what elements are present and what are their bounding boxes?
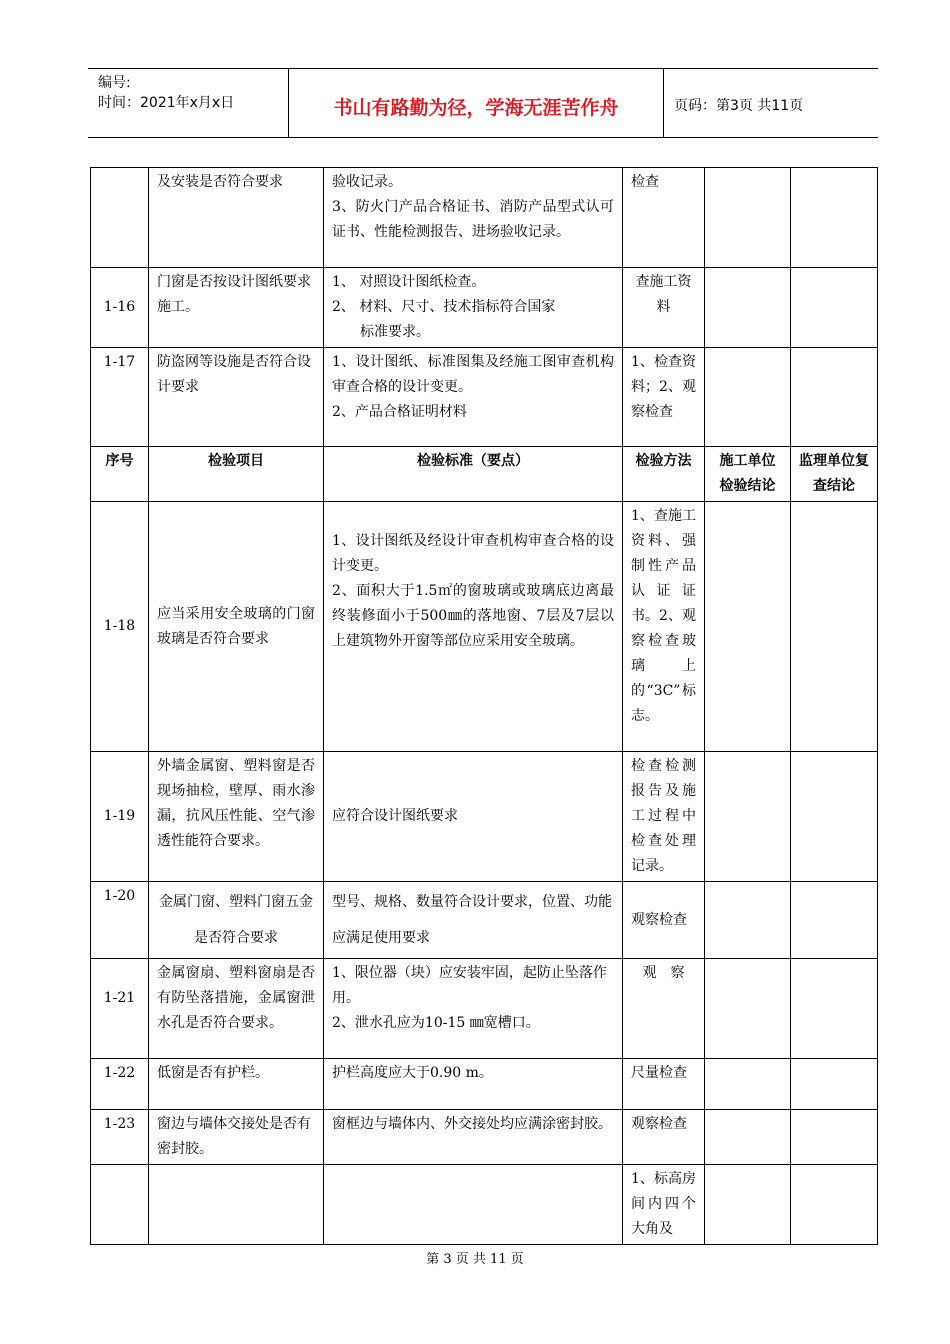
- row-number: 1-21: [91, 959, 149, 1059]
- doc-time-label: 时间：2021年x月x日: [98, 95, 235, 111]
- inspection-method: 观 察: [623, 959, 705, 1059]
- contractor-conclusion: [705, 502, 791, 752]
- inspection-method: 检查检测报告及施工过程中检查处理记录。: [623, 752, 705, 882]
- table-row: [91, 1059, 878, 1110]
- inspection-item: 应当采用安全玻璃的门窗玻璃是否符合要求: [149, 502, 324, 752]
- page-footer: 第 3 页 共 11 页: [426, 1252, 524, 1267]
- row-number: 1-17: [91, 348, 149, 447]
- header-meta: [88, 69, 288, 137]
- doc-number-label: 编号:: [98, 75, 131, 91]
- contractor-conclusion: [705, 168, 791, 268]
- inspection-method: 观察检查: [623, 1110, 705, 1165]
- column-header-contractor: 施工单位检验结论: [705, 447, 791, 502]
- table-row: [91, 348, 878, 447]
- table-row: [91, 959, 878, 1059]
- column-header-supervisor: 监理单位复查结论: [791, 447, 878, 502]
- inspection-standard: 1、设计图纸、标准图集及经施工图审查机构审查合格的设计变更。 2、产品合格证明材料: [324, 348, 623, 447]
- supervisor-conclusion: [791, 752, 878, 882]
- supervisor-conclusion: [791, 1110, 878, 1165]
- inspection-method: 检查: [623, 168, 705, 268]
- inspection-standard: [324, 1165, 623, 1245]
- supervisor-conclusion: [791, 348, 878, 447]
- inspection-item: 金属窗扇、塑料窗扇是否有防坠落措施，金属窗泄水孔是否符合要求。: [149, 959, 324, 1059]
- supervisor-conclusion: [791, 268, 878, 348]
- supervisor-conclusion: [791, 882, 878, 959]
- inspection-standard: 验收记录。 3、防火门产品合格证书、消防产品型式认可证书、性能检测报告、进场验收记录。: [324, 168, 623, 268]
- contractor-conclusion: [705, 268, 791, 348]
- row-number: 1-23: [91, 1110, 149, 1165]
- inspection-method: 观察检查: [623, 882, 705, 959]
- row-number: 1-19: [91, 752, 149, 882]
- inspection-standard: 应符合设计图纸要求: [324, 752, 623, 882]
- row-number: [91, 1165, 149, 1245]
- inspection-method: 尺量检查: [623, 1059, 705, 1110]
- inspection-item: 防盗网等设施是否符合设计要求: [149, 348, 324, 447]
- table-row: [91, 502, 878, 752]
- inspection-item: [149, 1165, 324, 1245]
- inspection-item: 外墙金属窗、塑料窗是否现场抽检，壁厚、雨水渗漏，抗风压性能、空气渗透性能符合要求。: [149, 752, 324, 882]
- table-row: [91, 752, 878, 882]
- contractor-conclusion: [705, 348, 791, 447]
- inspection-standard: 窗框边与墙体内、外交接处均应满涂密封胶。: [324, 1110, 623, 1165]
- contractor-conclusion: [705, 1165, 791, 1245]
- supervisor-conclusion: [791, 959, 878, 1059]
- inspection-method: 1、检查资料；2、观察检查: [623, 348, 705, 447]
- table-row: [91, 1165, 878, 1245]
- supervisor-conclusion: [791, 168, 878, 268]
- row-number: [91, 168, 149, 268]
- table-row: [91, 268, 878, 348]
- supervisor-conclusion: [791, 502, 878, 752]
- inspection-item: 门窗是否按设计图纸要求施工。: [149, 268, 324, 348]
- row-number: 1-20: [91, 882, 149, 959]
- table-row: [91, 1110, 878, 1165]
- header-page-label: 页码：第3页 共11页: [674, 98, 804, 114]
- contractor-conclusion: [705, 882, 791, 959]
- inspection-method: 查施工资 料: [623, 268, 705, 348]
- inspection-standard: 1、设计图纸及经设计审查机构审查合格的设计变更。 2、面积大于1.5㎡的窗玻璃或玻璃底边离最终装修面小于500㎜的落地窗、7层及7层以上建筑物外开窗等部位应采用安全玻璃。: [324, 502, 623, 752]
- inspection-item: 金属门窗、塑料门窗五金是否符合要求: [149, 882, 324, 959]
- header-motto: 书山有路勤为径，学海无涯苦作舟: [288, 69, 664, 137]
- inspection-method: 1、标高房间内四个大角及: [623, 1165, 705, 1245]
- column-header-item: 检验项目: [149, 447, 324, 502]
- row-number: 1-22: [91, 1059, 149, 1110]
- column-header-number: 序号: [91, 447, 149, 502]
- supervisor-conclusion: [791, 1059, 878, 1110]
- contractor-conclusion: [705, 959, 791, 1059]
- contractor-conclusion: [705, 752, 791, 882]
- inspection-standard: 护栏高度应大于0.90 m。: [324, 1059, 623, 1110]
- table-row: [91, 882, 878, 959]
- table-row: [91, 168, 878, 268]
- page-header: [88, 68, 878, 138]
- supervisor-conclusion: [791, 1165, 878, 1245]
- inspection-method: 1、查施工资料、强制性产品认证证书。2、观察检查玻璃上 的“3C”标志。: [623, 502, 705, 752]
- inspection-standard: 1、 对照设计图纸检查。 2、 材料、尺寸、技术指标符合国家 标准要求。: [324, 268, 623, 348]
- inspection-item: 低窗是否有护栏。: [149, 1059, 324, 1110]
- contractor-conclusion: [705, 1059, 791, 1110]
- inspection-table: [90, 167, 878, 1245]
- inspection-item: 窗边与墙体交接处是否有密封胶。: [149, 1110, 324, 1165]
- inspection-standard: 1、限位器（块）应安装牢固，起防止坠落作用。 2、泄水孔应为10-15 ㎜宽槽口。: [324, 959, 623, 1059]
- column-header-standard: 检验标准（要点）: [324, 447, 623, 502]
- inspection-item: 及安装是否符合要求: [149, 168, 324, 268]
- contractor-conclusion: [705, 1110, 791, 1165]
- row-number: 1-16: [91, 268, 149, 348]
- inspection-standard: 型号、规格、数量符合设计要求，位置、功能应满足使用要求: [324, 882, 623, 959]
- column-header-method: 检验方法: [623, 447, 705, 502]
- table-header-row: [91, 447, 878, 502]
- row-number: 1-18: [91, 502, 149, 752]
